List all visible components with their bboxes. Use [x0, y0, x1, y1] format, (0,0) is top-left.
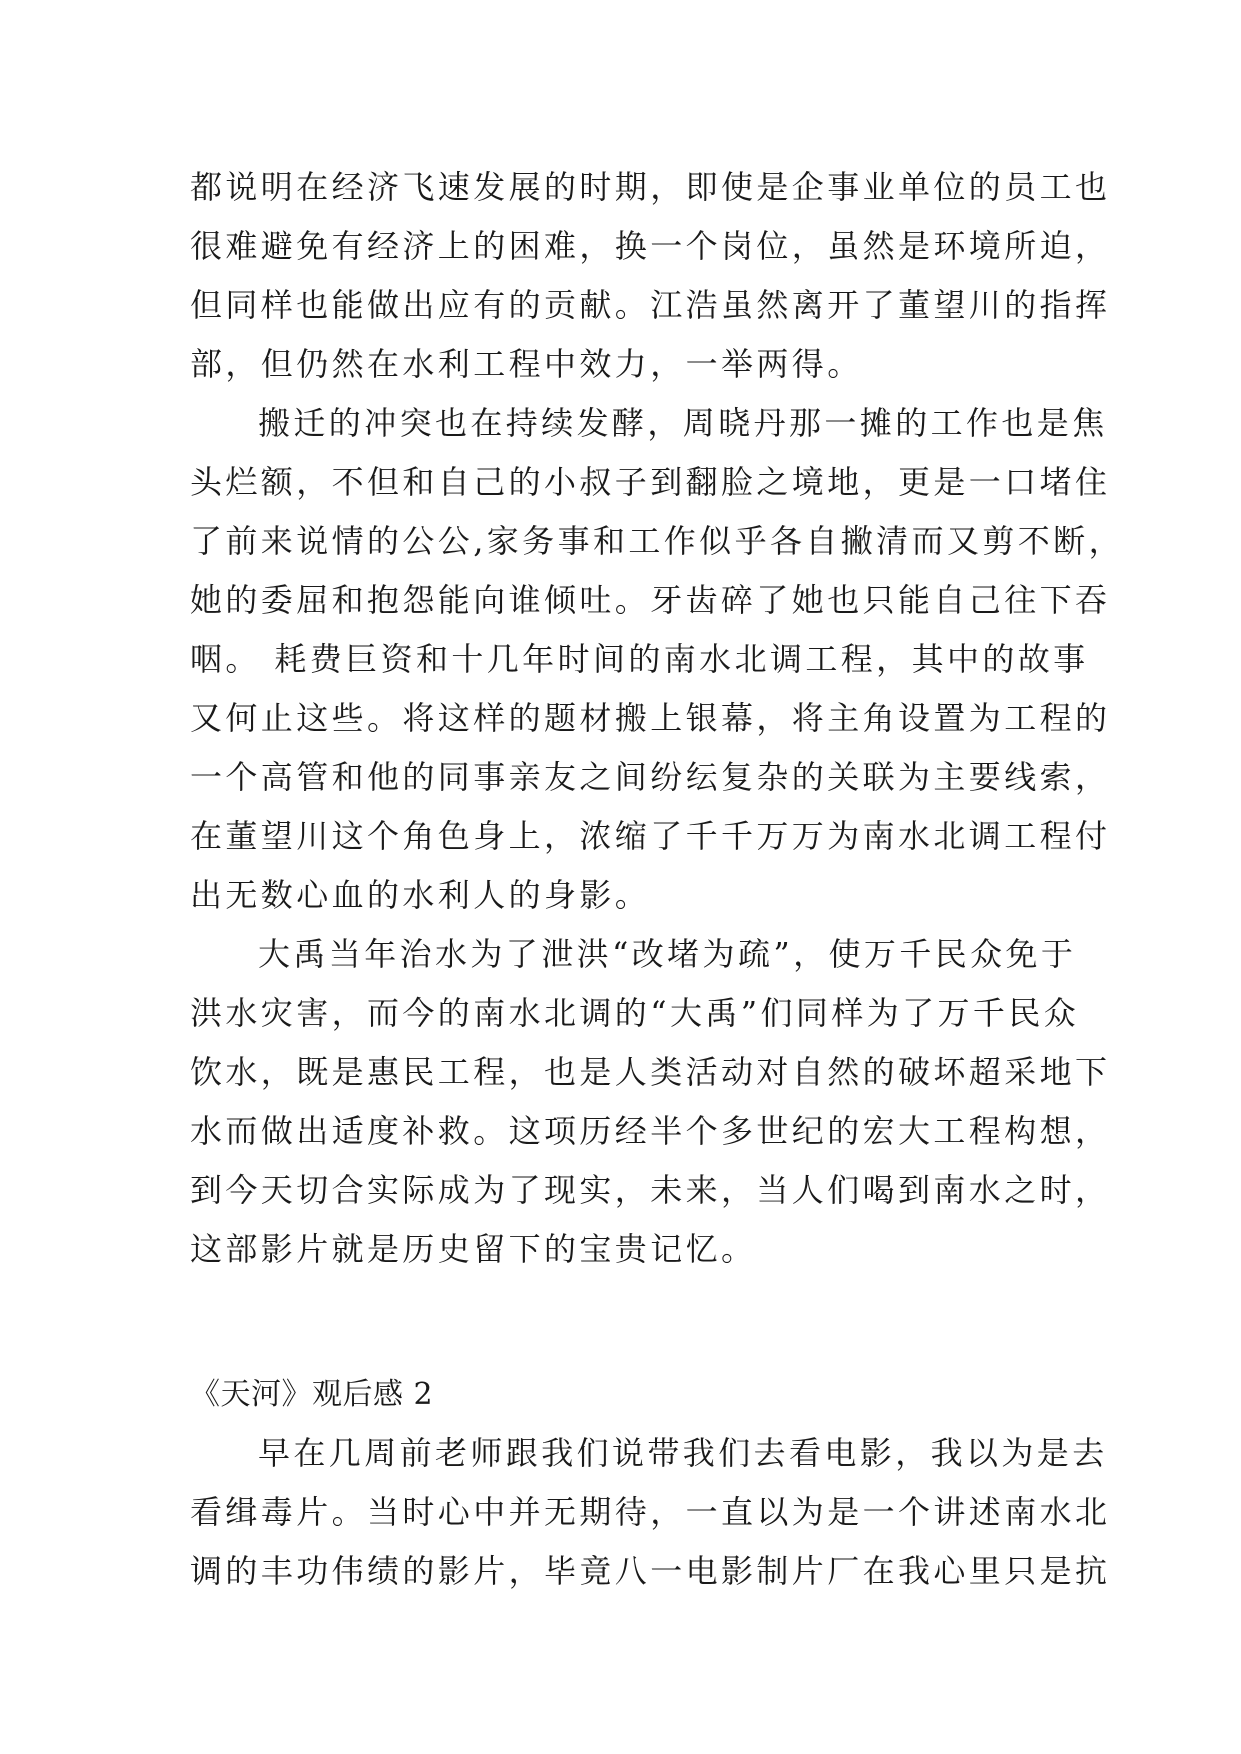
text-line: 饮水，既是惠民工程，也是人类活动对自然的破坏超采地下 [190, 1053, 1111, 1091]
text-line: 她的委屈和抱怨能向谁倾吐。牙齿碎了她也只能自己往下吞 [190, 581, 1111, 619]
section-spacer [190, 1279, 1065, 1365]
text-line: 都说明在经济飞速发展的时期，即使是企事业单位的员工也 [190, 168, 1111, 206]
text-line: 但同样也能做出应有的贡献。江浩虽然离开了董望川的指挥 [190, 286, 1111, 324]
paragraph-relocation-conflict [190, 394, 1124, 925]
text-line: 调的丰功伟绩的影片，毕竟八一电影制片厂在我心里只是抗 [190, 1552, 1111, 1590]
section-heading: 《天河》观后感 2 [190, 1377, 434, 1412]
text-line: 大禹当年治水为了泄洪“改堵为疏”，使万千民众免于 [258, 935, 1077, 973]
text-line: 早在几周前老师跟我们说带我们去看电影，我以为是去 [258, 1434, 1108, 1472]
paragraph-dayu [190, 925, 1111, 1279]
document-body [190, 158, 1124, 1601]
text-line: 很难避免有经济上的困难，换一个岗位，虽然是环境所迫， [190, 227, 1111, 265]
text-line: 搬迁的冲突也在持续发酵，周晓丹那一摊的工作也是焦 [258, 404, 1108, 442]
text-line: 在董望川这个角色身上，浓缩了千千万万为南水北调工程付 [190, 817, 1111, 855]
text-line: 洪水灾害，而今的南水北调的“大禹”们同样为了万千民众 [190, 994, 1080, 1032]
text-line: 这部影片就是历史留下的宝贵记忆。 [190, 1230, 757, 1268]
text-line: 到今天切合实际成为了现实，未来，当人们喝到南水之时， [190, 1171, 1111, 1209]
text-line: 一个高管和他的同事亲友之间纷纭复杂的关联为主要线索， [190, 758, 1111, 796]
text-line: 出无数心血的水利人的身影。 [190, 876, 651, 914]
text-line: 水而做出适度补救。这项历经半个多世纪的宏大工程构想， [190, 1112, 1111, 1150]
paragraph-continuation [190, 158, 1111, 394]
text-line: 咽。 耗费巨资和十几年时间的南水北调工程，其中的故事 [190, 640, 1089, 678]
text-line: 看缉毒片。当时心中并无期待，一直以为是一个讲述南水北 [190, 1493, 1111, 1531]
text-line: 了前来说情的公公,家务事和工作似乎各自撇清而又剪不断， [190, 522, 1124, 560]
text-line: 部，但仍然在水利工程中效力，一举两得。 [190, 345, 863, 383]
text-line: 又何止这些。将这样的题材搬上银幕，将主角设置为工程的 [190, 699, 1111, 737]
section-2 [190, 1365, 1111, 1601]
text-line: 头烂额，不但和自己的小叔子到翻脸之境地，更是一口堵住 [190, 463, 1111, 501]
